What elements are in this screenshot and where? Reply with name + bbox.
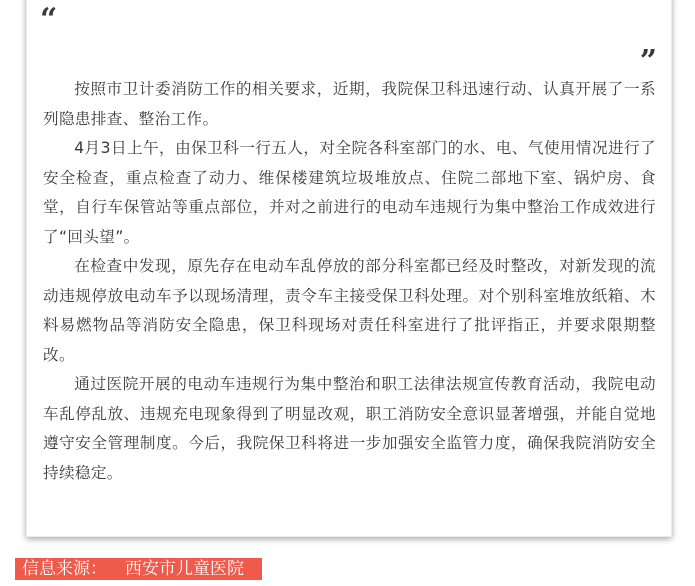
- source-label: 信息来源：: [22, 559, 107, 579]
- article-paragraph: 4月3日上午，由保卫科一行五人，对全院各科室部门的水、电、气使用情况进行了安全检查，重点检查了动力、维保楼建筑垃圾堆放点、住院二部地下室、锅炉房、食堂，自行车保管站等重点部位，并对之前进行的电动车违规行为集中整治工作成效进行了“回头望”。: [43, 139, 656, 246]
- article-card: [26, 0, 672, 537]
- article-body: [43, 75, 656, 488]
- source-value: 西安市儿童医院: [125, 559, 244, 579]
- article-paragraph: 通过医院开展的电动车违规行为集中整治和职工法律法规宣传教育活动，我院电动车乱停乱放、违规充电现象得到了明显改观，职工消防安全意识显著增强，并能自觉地遵守安全管理制度。今后，我院保卫科将进一步加强安全监管力度，确保我院消防安全持续稳定。: [43, 375, 656, 482]
- article-paragraph: 按照市卫计委消防工作的相关要求，近期，我院保卫科迅速行动、认真开展了一系列隐患排查、整治工作。: [43, 80, 656, 128]
- close-quote-icon: ”: [639, 44, 657, 79]
- source-bar: [15, 558, 262, 580]
- article-paragraph: 在检查中发现，原先存在电动车乱停放的部分科室都已经及时整改，对新发现的流动违规停放电动车予以现场清理，责令车主接受保卫科处理。对个别科室堆放纸箱、木料易燃物品等消防安全隐患，保卫科现场对责任科室进行了批评指正，并要求限期整改。: [43, 257, 656, 364]
- open-quote-icon: “: [40, 2, 58, 37]
